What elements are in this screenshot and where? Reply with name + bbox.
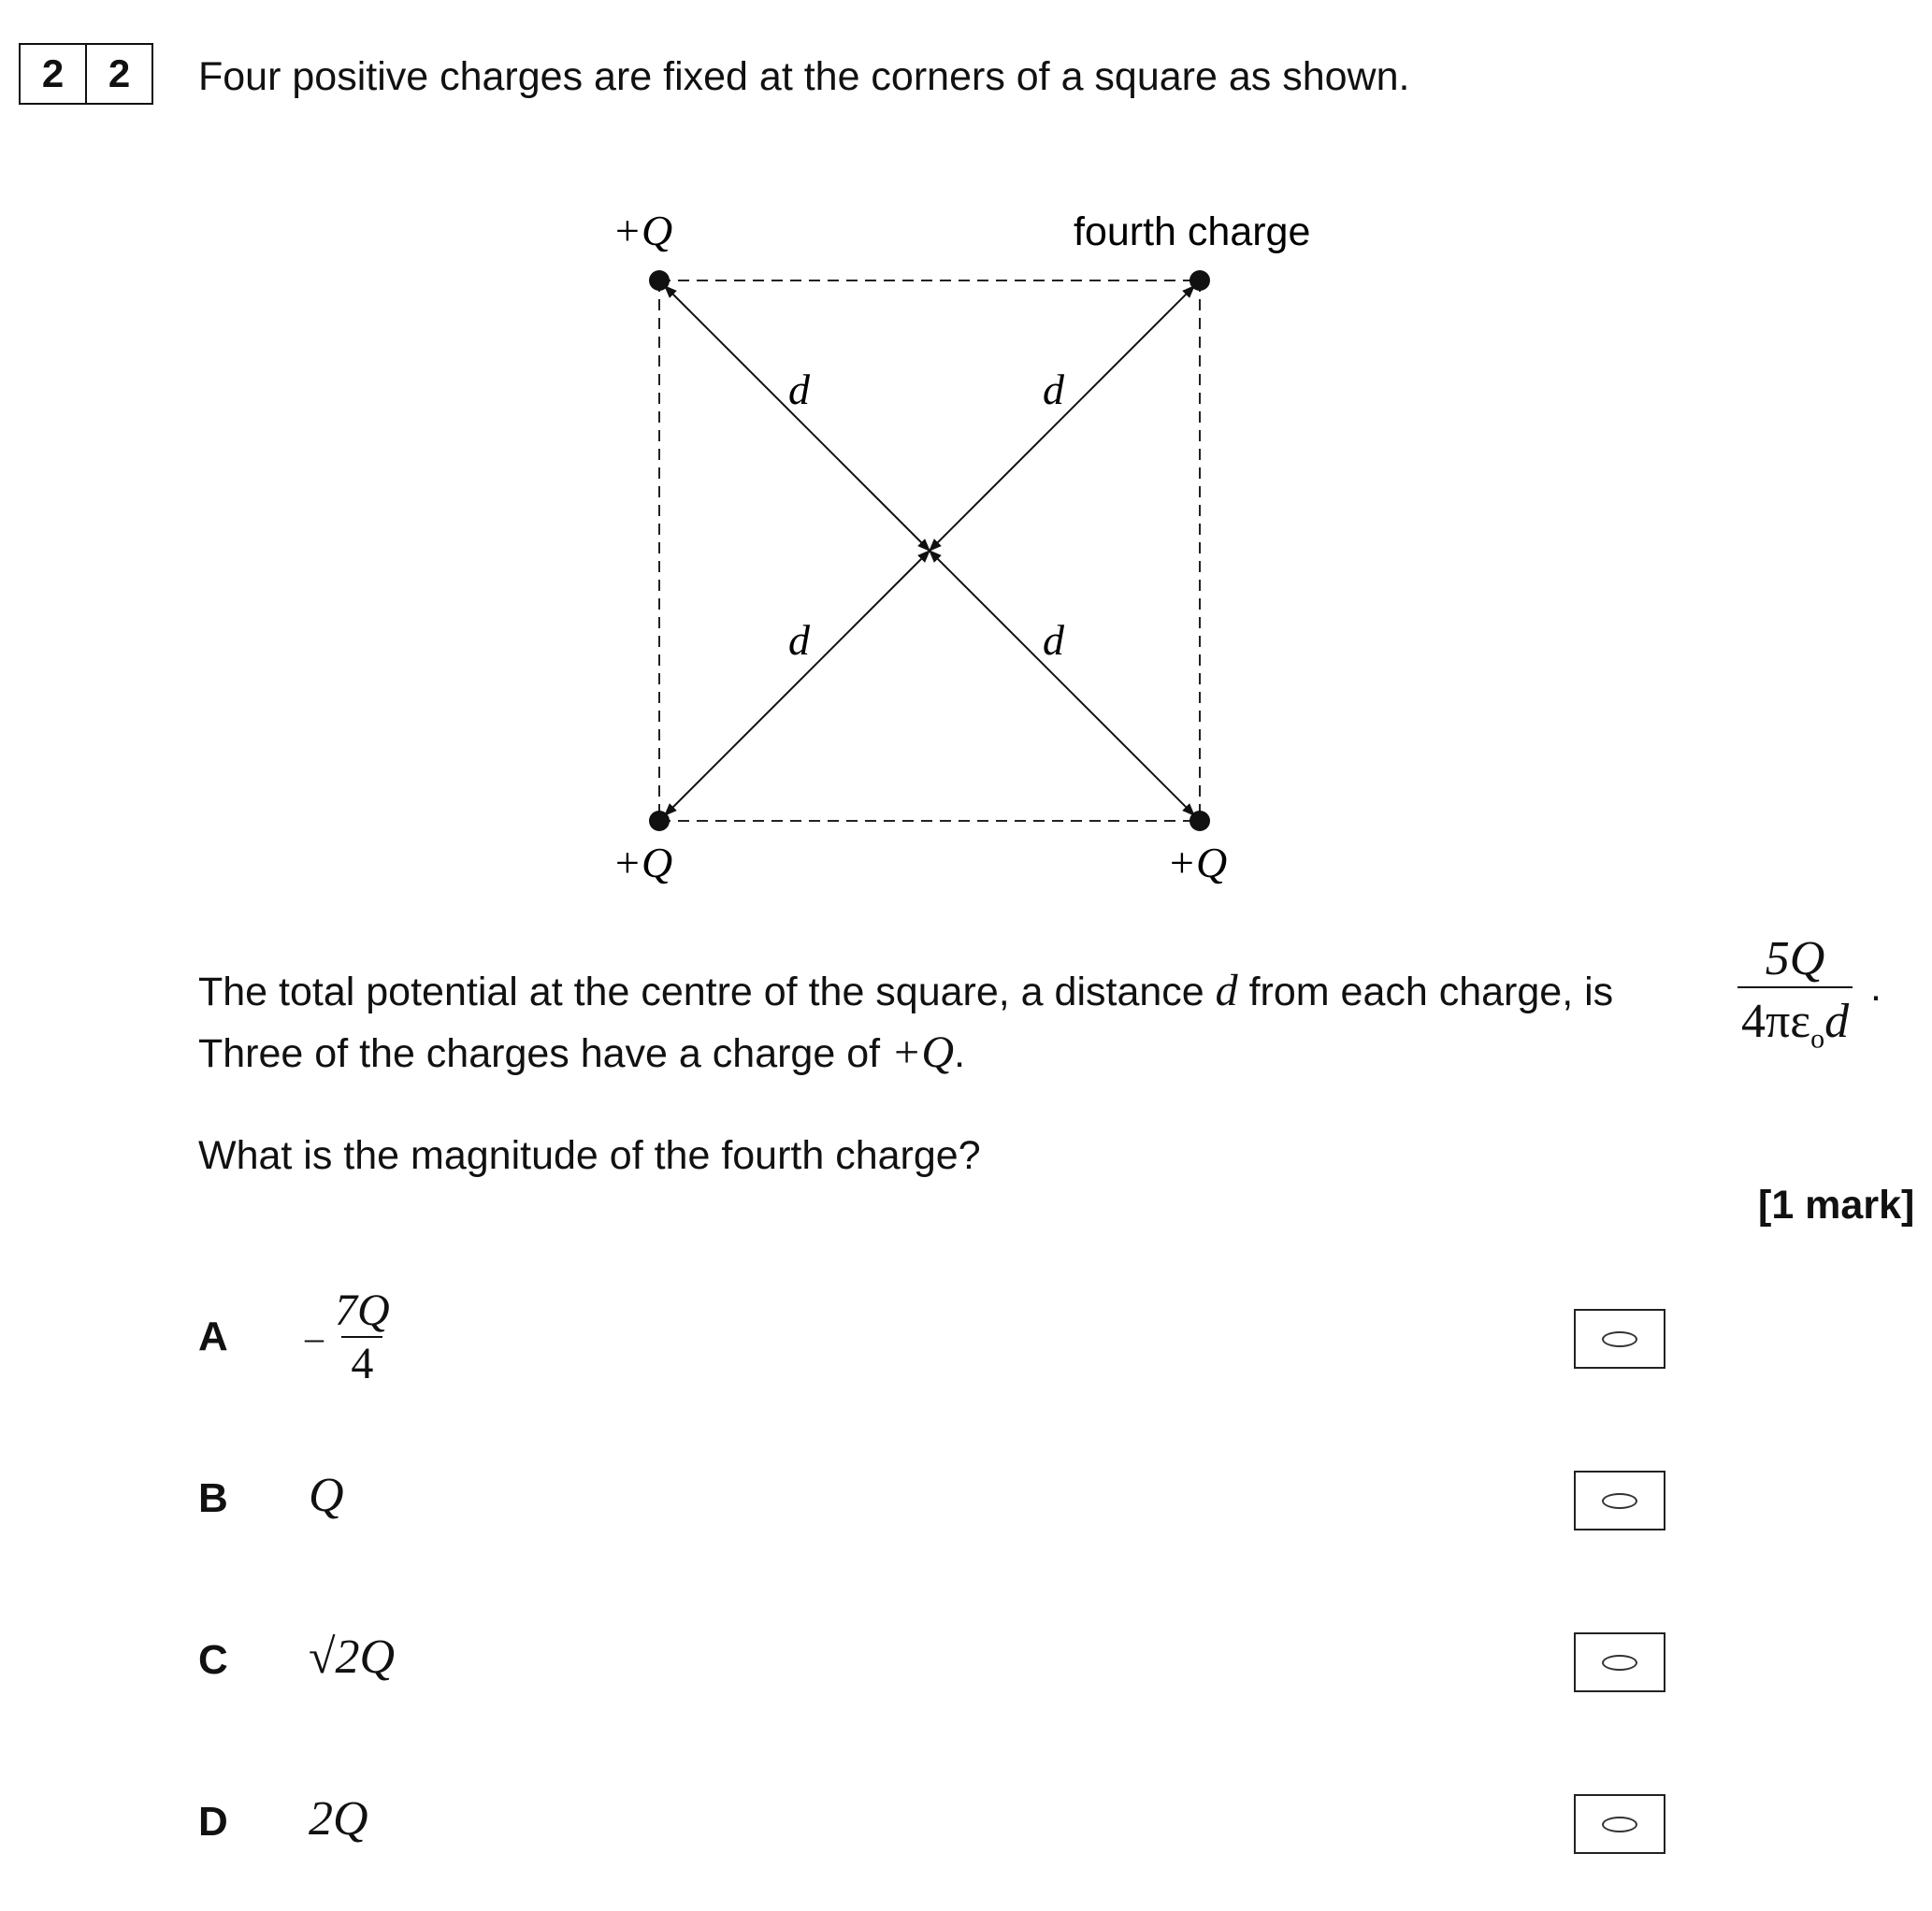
option-b-answer-box[interactable] (1574, 1471, 1665, 1530)
option-a-letter: A (198, 1314, 228, 1359)
label-fourth-charge: fourth charge (1074, 209, 1311, 254)
potential-fraction (1737, 931, 1853, 1055)
option-a-fraction (325, 1285, 399, 1389)
potential-statement-post: from each charge, is (1237, 970, 1614, 1014)
option-a-value (305, 1285, 399, 1389)
marks-label: [1 mark] (1758, 1183, 1915, 1228)
potential-statement-pre: The total potential at the centre of the square, a distance (198, 970, 1216, 1014)
option-a-answer-box[interactable] (1574, 1309, 1665, 1369)
question-text: What is the magnitude of the fourth charge? (198, 1133, 981, 1178)
charge-top-left (649, 270, 670, 291)
charge-square-diagram (0, 0, 1932, 935)
charge-top-right (1189, 270, 1210, 291)
label-bottom-right-charge: +Q (1167, 839, 1228, 886)
charge-bottom-right (1189, 811, 1210, 831)
option-c-answer-box[interactable] (1574, 1632, 1665, 1692)
question-number-digit-2: 2 (85, 45, 151, 103)
option-d-letter: D (198, 1799, 228, 1845)
option-b-lozenge-icon (1602, 1493, 1637, 1509)
option-a-denominator: 4 (341, 1336, 382, 1389)
potential-denominator (1737, 986, 1853, 1055)
option-d-value: 2Q (309, 1792, 368, 1846)
charge-variable: +Q (891, 1027, 955, 1077)
arrow-to-bottom-left (665, 551, 930, 815)
potential-denominator-sub: o (1810, 1023, 1825, 1055)
arrow-to-top-right (930, 286, 1194, 551)
option-a-numerator: 7Q (335, 1286, 390, 1335)
arrow-to-bottom-right (930, 551, 1194, 815)
charge-statement (198, 1027, 965, 1078)
potential-period: . (1870, 965, 1882, 1010)
potential-denominator-var: d (1824, 995, 1850, 1048)
arrow-to-top-left (665, 286, 930, 551)
charge-bottom-left (649, 811, 670, 831)
charge-statement-post: . (954, 1031, 966, 1076)
charge-statement-pre: Three of the charges have a charge of (198, 1031, 892, 1076)
potential-numerator: 5Q (1765, 932, 1825, 985)
question-number-digit-1: 2 (41, 51, 65, 95)
potential-statement (198, 965, 1613, 1016)
potential-denominator-const: 4πε (1741, 995, 1811, 1048)
option-d-answer-box[interactable] (1574, 1794, 1665, 1854)
label-distance-lower-right: d (1043, 616, 1064, 664)
distance-variable: d (1215, 966, 1238, 1015)
option-d-lozenge-icon (1602, 1817, 1637, 1832)
question-intro: Four positive charges are fixed at the corners of a square as shown. (198, 54, 1410, 99)
option-c-letter: C (198, 1637, 228, 1683)
option-c-lozenge-icon (1602, 1655, 1637, 1671)
label-distance-lower-left: d (788, 616, 810, 664)
label-distance-upper-left: d (788, 366, 810, 413)
label-top-left-charge: +Q (613, 207, 673, 254)
label-bottom-left-charge: +Q (613, 839, 673, 886)
option-c-value: √2Q (309, 1631, 396, 1684)
option-a-lozenge-icon (1602, 1331, 1637, 1347)
option-b-value: Q (309, 1469, 344, 1522)
option-a-sign: – (305, 1315, 324, 1358)
label-distance-upper-right: d (1043, 366, 1064, 413)
option-b-letter: B (198, 1475, 228, 1521)
